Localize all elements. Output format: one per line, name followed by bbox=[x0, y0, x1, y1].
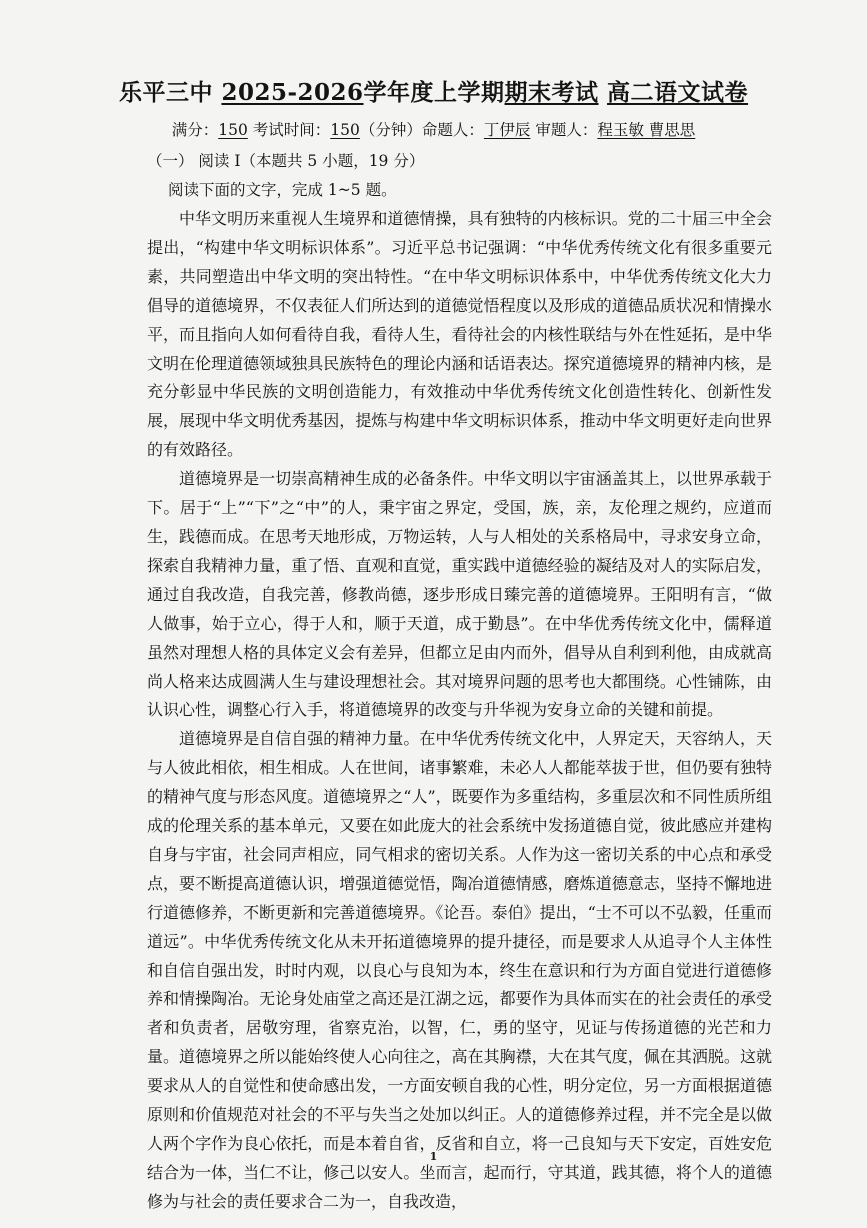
meta-time-value: 150 bbox=[330, 121, 360, 139]
passage-paragraph-1: 中华文明历来重视人生境界和道德情操，具有独特的内核标识。党的二十届三中全会提出，“构建中华文明标识体系”。习近平总书记强调：“中华优秀传统文化有很多重要元素，共同塑造出中华文明的突出特性。“在中华文明标识体系中，中华优秀传统文化大力倡导的道德境界，不仅表征人们所达到的道德觉悟程度以及形成的道德品质状况和情操水平，而且指向人如何看待自我，看待人生，看待社会的内核性联结与外在性延拓，是中华文明在伦理道德领域独具民族特色的理论内涵和话语表达。探究道德境界的精神内核，是充分彰显中华民族的文明创造能力，有效推动中华优秀传统文化创造性转化、创新性发展，展现中华文明优秀基因，提炼与构建中华文明标识体系，推动中华文明更好走向世界的有效路径。 bbox=[147, 209, 772, 460]
passage-paragraph-3: 道德境界是自信自强的精神力量。在中华优秀传统文化中，人界定天，天容纳人，天与人彼此相依，相生相成。人在世间，诸事繁难，未必人人都能萃拔于世，但仍要有独特的精神气度与形态风度。道德境界之“人”，既要作为多重结构，多重层次和不同性质所组成的伦理关系的基本单元，又要在如此庞大的社会系统中发扬道德自觉，彼此感应并建构自身与宇宙，社会同声相应，同气相求的密切关系。人作为这一密切关系的中心点和承受点，要不断提高道德认识，增强道德觉悟，陶冶道德情感，磨炼道德意志，坚持不懈地进行道德修养，不断更新和完善道德境界。《论吾。泰伯》提出，“士不可以不弘毅，任重而道远”。中华优秀传统文化从未开拓道德境界的提升捷径，而是要求人从追寻个人主体性和自信自强出发，时时内观，以良心与良知为本，终生在意识和行为方面自觉进行道德修养和情操陶冶。无论身处庙堂之高还是江湖之远，都要作为具体而实在的社会责任的承受者和负责者，居敬穷理，省察克治，以智，仁，勇的坚守，见证与传扬道德的光芒和力量。道德境界之所以能始终使人心向往之，高在其胸襟，大在其气度，佩在其洒脱。这就要求从人的自觉性和使命感出发，一方面安顿自我的心性，明分定位，另一方面根据道德原则和价值规范对社会的不平与失当之处加以纠正。人的道德修养过程，并不完全是以做人两个字作为良心依托，而是本着自省，反省和自立，将一己良知与天下安定，百姓安危结合为一体，当仁不让，修己以安人。坐而言，起而行，守其道，践其德，将个人的道德修为与社会的责任要求合二为一，自我改造， bbox=[147, 729, 772, 1211]
exam-meta bbox=[0, 118, 867, 140]
title-mid: 学年度上学期 bbox=[363, 79, 505, 106]
meta-author: 丁伊辰 bbox=[483, 121, 531, 139]
section-instruction: 阅读下面的文字，完成 1~5 题。 bbox=[168, 181, 397, 199]
page-number: 1 bbox=[429, 1150, 438, 1163]
meta-time-unit: （分钟）命题人： bbox=[359, 121, 484, 139]
title-school: 乐平三中 bbox=[118, 79, 213, 106]
meta-time-label: 考试时间： bbox=[252, 121, 331, 139]
reading-passage bbox=[147, 205, 772, 1217]
title-exam: 期末考试 bbox=[504, 79, 599, 106]
meta-full-label: 满分： bbox=[171, 121, 219, 139]
title-subject: 高二语文试卷 bbox=[607, 79, 749, 106]
title-year: 2025-2026 bbox=[221, 79, 364, 106]
section-heading: （一） 阅读 I（本题共 5 小题，19 分） bbox=[147, 152, 425, 170]
meta-reviewers: 程玉敏 曹思思 bbox=[597, 121, 696, 139]
meta-reviewer-label: 审题人： bbox=[535, 121, 598, 139]
meta-full-value: 150 bbox=[218, 121, 248, 139]
passage-paragraph-2: 道德境界是一切崇高精神生成的必备条件。中华文明以宇宙涵盖其上，以世界承载于下。居于“上”“下”之“中”的人，秉宇宙之界定，受国，族，亲，友伦理之规约，应道而生，践德而成。在思考天地形成，万物运转，人与人相处的关系格局中，寻求安身立命，探索自我精神力量，重了悟、直观和直觉，重实践中道德经验的凝结及对人的实际启发，通过自我改造，自我完善，修教尚德，逐步形成日臻完善的道德境界。王阳明有言，“做人做事，始于立心，得于人和，顺于天道，成于勤恳”。在中华优秀传统文化中，儒释道虽然对理想人格的具体定义会有差异，但都立足由内而外，倡导从自利到利他，由成就高尚人格来达成圆满人生与建设理想社会。其对境界问题的思考也大都围绕。心性铺陈，由认识心性，调整心行入手，将道德境界的改变与升华视为安身立命的关键和前提。 bbox=[147, 469, 772, 720]
page-title bbox=[0, 74, 867, 107]
